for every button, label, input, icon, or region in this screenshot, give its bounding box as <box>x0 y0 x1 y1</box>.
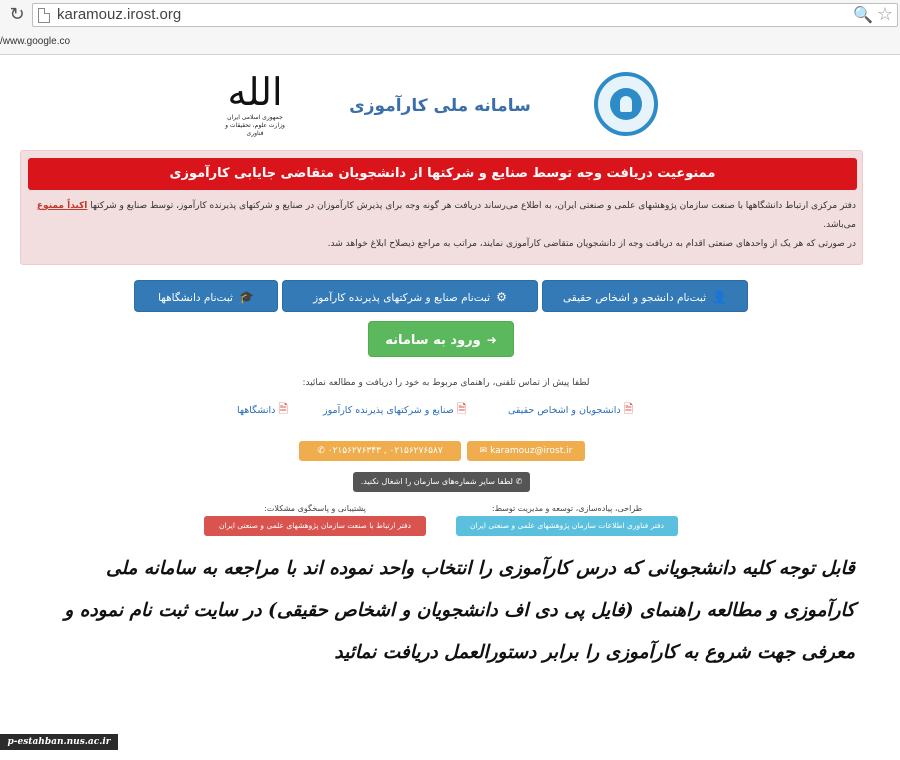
emblem-caption-2: وزارت علوم، تحقیقات و فناوری <box>225 122 285 137</box>
phone-hint-badge <box>353 472 530 492</box>
sign-in-icon: ➜ <box>486 333 497 347</box>
guide-industry-label: صنایع و شرکتهای پذیرنده کارآموز <box>323 405 454 416</box>
alert-text-2: می‌باشد. <box>823 220 856 230</box>
register-student-button[interactable] <box>542 280 748 312</box>
login-label: ورود به سامانه <box>385 333 481 348</box>
envelope-icon: ✉ <box>479 446 491 456</box>
design-credit-badge[interactable]: دفتر فناوری اطلاعات سازمان پژوهشهای علمی و صنعتی ایران <box>456 516 678 536</box>
page-icon <box>38 8 50 23</box>
support-credit-caption: پشتیبانی و پاسخگوی مشکلات: <box>264 504 366 513</box>
email-address: karamouz@irost.ir <box>490 446 573 456</box>
emblem-icon: الله <box>227 70 283 114</box>
iran-emblem-logo <box>220 70 290 140</box>
status-link: /www.google.co <box>0 36 71 47</box>
email-badge[interactable] <box>467 441 585 461</box>
alert-text-3: در صورتی که هر یک از واحدهای صنعتی اقدام به دریافت وجه از دانشجویان متقاضی کارآموزی نمایند، مراتب به مراجع ذیصلاح ابلاغ خواهد شد. <box>327 239 856 249</box>
reload-icon[interactable]: ↻ <box>9 4 25 25</box>
register-university-button[interactable] <box>134 280 278 312</box>
register-student-label: ثبت‌نام دانشجو و اشخاص حقیقی <box>563 292 706 304</box>
guide-link-industry[interactable] <box>323 400 467 421</box>
phone-numbers: ۰۲۱۵۶۲۷۶۳۴۳ , ۰۲۱۵۶۲۷۶۵۸۷ <box>327 446 443 456</box>
support-credit-badge[interactable]: دفتر ارتباط با صنعت سازمان پژوهشهای علمی و صنعتی ایران <box>204 516 426 536</box>
emblem-caption-1: جمهوری اسلامی ایران <box>227 114 283 121</box>
phone-icon: ✆ <box>317 446 328 456</box>
pdf-icon: 🗎 <box>278 402 289 416</box>
zoom-icon[interactable]: 🔍 <box>853 5 873 24</box>
site-title: سامانه ملی کارآموزی <box>349 96 531 116</box>
alert-title: ممنوعیت دریافت وجه توسط صنایع و شرکتها از دانشجویان متقاضی جایابی کارآموزی <box>28 158 857 190</box>
pdf-icon: 🗎 <box>456 402 467 416</box>
alert-emphasis: اکیداً ممنوع <box>36 201 88 211</box>
alert-body <box>31 197 856 254</box>
warning-alert <box>20 150 863 265</box>
phone-hint: لطفا سایر شماره‌های سازمان را اشغال نکنید. <box>360 477 513 486</box>
user-icon: 👤 <box>712 290 727 304</box>
register-industry-button[interactable] <box>282 280 538 312</box>
login-button[interactable] <box>368 321 514 357</box>
browser-chrome <box>0 0 900 55</box>
bookmark-star-icon[interactable]: ☆ <box>876 4 893 25</box>
site-watermark: p-estahban.nus.ac.ir <box>0 734 118 750</box>
graduation-cap-icon: 🎓 <box>238 290 254 304</box>
guide-link-student[interactable] <box>508 400 633 421</box>
phone-badge <box>299 441 461 461</box>
internship-notice: قابل توجه کلیه دانشجویانی که درس کارآموزی را انتخاب واحد نموده اند با مراجعه به سامانه ملی کارآموزی و مطالعه راهنمای (فایل پی دی اف دانشجویان و اشخاص حقیقی) در سایت ثبت نام نموده و معرفی جهت شروع به کارآموزی را برابر دستورالعمل دریافت نمائید <box>64 558 855 663</box>
register-university-label: ثبت‌نام دانشگاهها <box>158 292 233 304</box>
phone-icon: ✆ <box>512 477 523 486</box>
address-bar[interactable] <box>32 3 898 27</box>
organization-logo <box>594 72 658 136</box>
pdf-icon: 🗎 <box>623 402 634 416</box>
register-industry-label: ثبت‌نام صنایع و شرکتهای پذیرنده کارآموز <box>313 292 491 304</box>
guide-link-university[interactable] <box>237 400 288 421</box>
gears-icon: ⚙ <box>496 290 507 304</box>
guide-student-label: دانشجویان و اشخاص حقیقی <box>508 405 621 416</box>
alert-text-1: دفتر مرکزی ارتباط دانشگاهها با صنعت سازمان پژوهشهای علمی و صنعتی ایران، به اطلاع می‌رساند دریافت هر گونه وجه برای پذیرش کارآموزان در صنایع و شرکتهای پذیرنده کارآموز، توسط صنایع و شرکتها <box>90 201 856 211</box>
guide-prompt: لطفا پیش از تماس تلفنی، راهنمای مربوط به خود را دریافت و مطالعه نمائید: <box>302 378 590 388</box>
url-text[interactable]: karamouz.irost.org <box>57 6 182 23</box>
guide-university-label: دانشگاهها <box>237 405 276 416</box>
design-credit-caption: طراحی، پیاده‌سازی، توسعه و مدیریت توسط: <box>491 504 643 513</box>
